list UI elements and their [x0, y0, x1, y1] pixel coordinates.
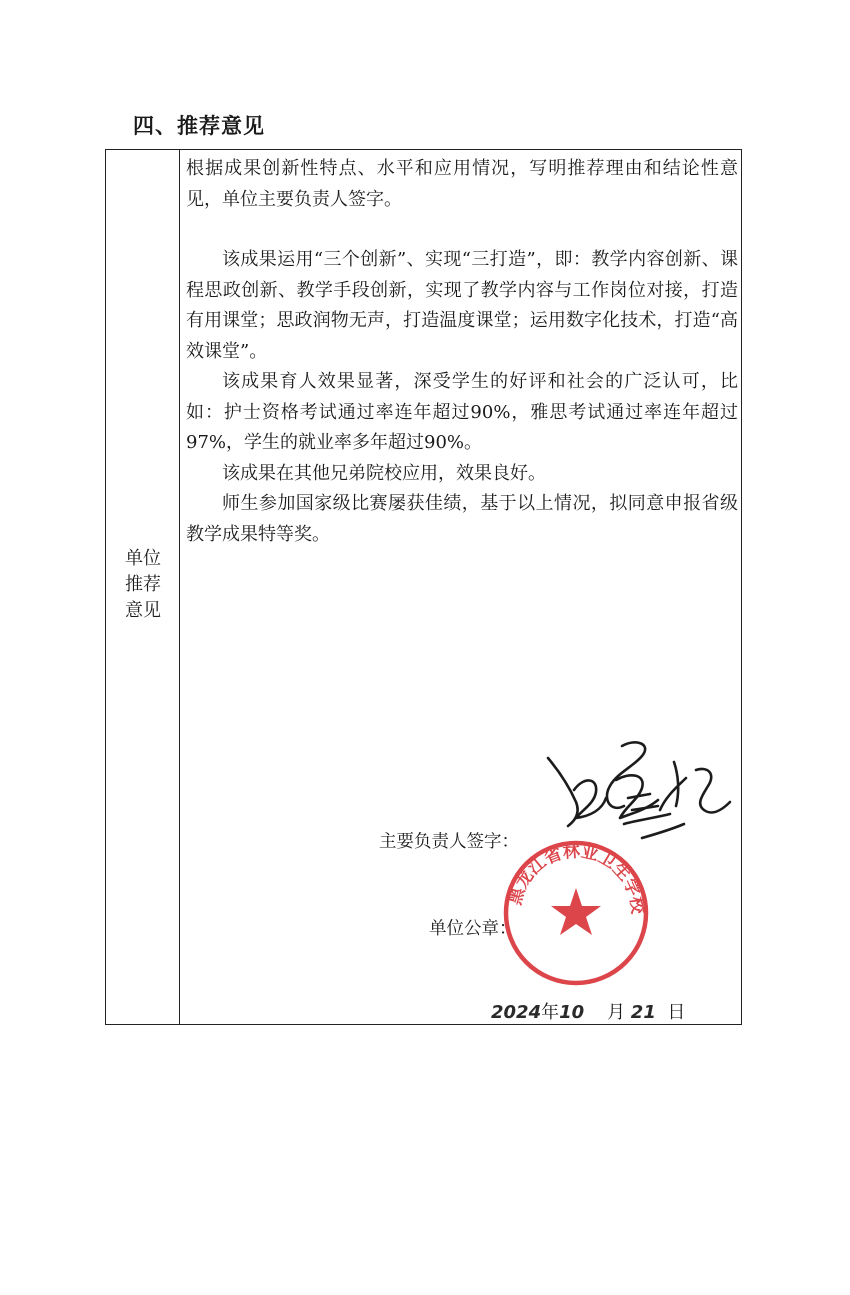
seal-label: 单位公章： [429, 919, 517, 939]
signature-label: 主要负责人签字： [379, 832, 519, 852]
opinion-paragraph: 师生参加国家级比赛屡获佳绩，基于以上情况，拟同意申报省级教学成果特等奖。 [186, 493, 738, 545]
row-label-line: 单位 [125, 548, 161, 569]
row-label [106, 546, 180, 624]
date-day: 21 [630, 1002, 656, 1023]
section-heading: 四、推荐意见 [133, 114, 265, 138]
instruction-text: 根据成果创新性特点、水平和应用情况，写明推荐理由和结论性意见，单位主要负责人签字。 [186, 158, 738, 210]
date-line [491, 998, 685, 1024]
handwritten-signature [546, 740, 736, 850]
date-month: 10 [559, 1002, 585, 1023]
opinion-paragraph: 该成果育人效果显著，深受学生的好评和社会的广泛认可，比如：护士资格考试通过率连年超过90%，雅思考试通过率连年超过97%，学生的就业率多年超过90%。 [186, 371, 738, 453]
opinion-paragraph: 该成果运用“三个创新”、实现“三打造”，即：教学内容创新、课程思政创新、教学手段创新，实现了教学内容与工作岗位对接，打造有用课堂；思政润物无声，打造温度课堂；运用数字化技术，打造“高效课堂”。 [186, 249, 738, 362]
opinion-content [186, 154, 738, 550]
date-year-unit: 年 [541, 1002, 560, 1023]
official-seal [501, 838, 651, 988]
date-day-unit: 日 [667, 1002, 686, 1023]
recommendation-table [105, 149, 742, 1025]
seal-text: 黑龙江省林业卫生学校 [505, 841, 648, 916]
date-month-unit: 月 [607, 1002, 626, 1023]
row-label-line: 推荐 [125, 574, 161, 595]
opinion-paragraph: 该成果在其他兄弟院校应用，效果良好。 [222, 462, 546, 484]
date-year: 2024 [491, 1002, 542, 1023]
row-label-cell [106, 150, 180, 1024]
seal-star-icon [551, 888, 601, 935]
row-label-line: 意见 [125, 600, 161, 621]
